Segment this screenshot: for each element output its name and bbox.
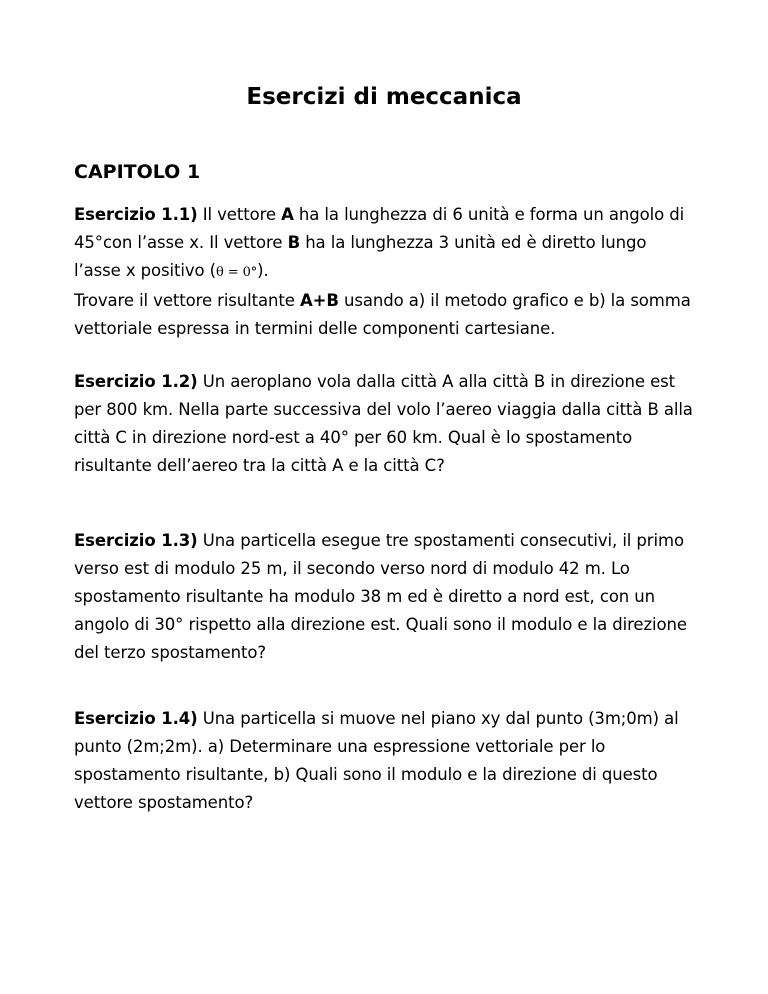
plus-sign: +	[312, 291, 327, 310]
theta-expression: θ = 0°	[215, 265, 258, 280]
exercise-text: Trovare il vettore risultante	[74, 291, 300, 310]
exercise-1-1	[74, 201, 694, 343]
exercise-1-3	[74, 527, 694, 667]
exercise-text: ha la lunghezza 3 unità ed è diretto lungo l’asse x positivo (	[74, 233, 647, 280]
exercise-label: Esercizio 1.4)	[74, 709, 198, 728]
exercise-text: ha la lunghezza di 6 unità e forma un angolo di 45°con l’asse x. Il vettore	[74, 205, 685, 252]
exercise-label: Esercizio 1.2)	[74, 372, 198, 391]
vector-a: A	[299, 291, 313, 310]
page-title: Esercizi di meccanica	[246, 84, 522, 110]
exercise-label: Esercizio 1.3)	[74, 531, 198, 550]
exercise-text: Una particella esegue tre spostamenti consecutivi, il primo verso est di modulo 25 m, il secondo verso nord di modulo 42 m. Lo spostamento risultante ha modulo 38 m ed è diretto a nord est, con un angolo di 30° rispetto alla direzione est. Quali sono il modulo e la direzione del terzo spostamento?	[74, 531, 687, 662]
vector-b: B	[287, 233, 301, 252]
exercise-label: Esercizio 1.1)	[74, 205, 198, 224]
exercise-text: Un aeroplano vola dalla città A alla città B in direzione est per 800 km. Nella parte successiva del volo l’aereo viaggia dalla città B alla città C in direzione nord-est a 40° per 60 km. Qual è lo spostamento risultante dell’aereo tra la città A e la città C?	[74, 372, 693, 475]
chapter-heading: CAPITOLO 1	[74, 161, 201, 183]
exercise-1-4	[74, 705, 694, 817]
exercise-text: usando a) il metodo grafico e b) la somma vettoriale espressa in termini delle componenti cartesiane.	[74, 291, 691, 338]
exercise-1-2	[74, 368, 694, 480]
exercise-text: Il vettore	[197, 205, 282, 224]
exercise-text: ).	[257, 261, 269, 280]
vector-a: A	[281, 205, 294, 224]
exercise-text: Una particella si muove nel piano xy dal punto (3m;0m) al punto (2m;2m). a) Determinare una espressione vettoriale per lo spostamento risultante, b) Quali sono il modulo e la direzione di questo vettore spostamento?	[74, 709, 679, 812]
vector-b: B	[326, 291, 339, 310]
